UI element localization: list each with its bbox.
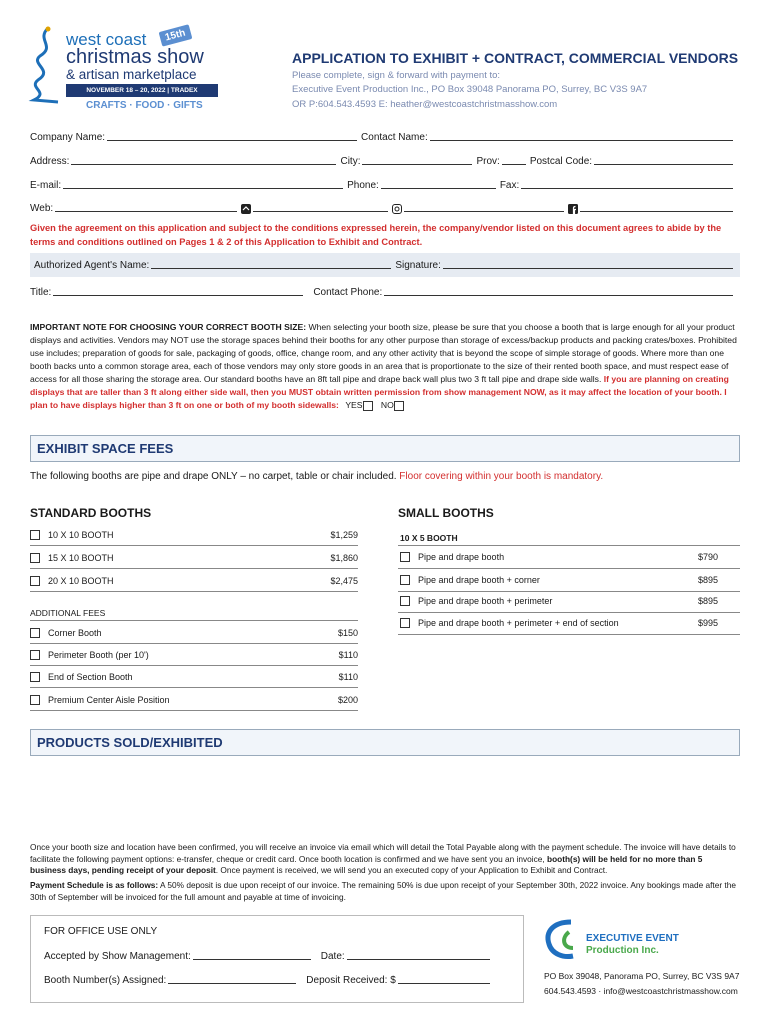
instagram-icon [392, 204, 402, 214]
additional-label: Perimeter Booth (per 10') [48, 650, 149, 660]
small-label: Pipe and drape booth + perimeter + end of section [418, 618, 619, 628]
office-row1 [44, 950, 494, 962]
standard-label: 20 X 10 BOOTH [48, 576, 114, 586]
additional-row [30, 672, 358, 682]
payment-p1b: booth(s) will be held for no more than 5 business days, pending receipt of your deposit [30, 853, 703, 875]
additional-checkbox[interactable] [30, 650, 40, 660]
divider [30, 687, 358, 688]
payment-info [30, 842, 740, 877]
small-price: $895 [697, 596, 718, 606]
contact-label: Contact Name: [361, 132, 428, 143]
contact-phone-label: Contact Phone: [313, 287, 383, 298]
executive-event-logo-icon [543, 918, 583, 964]
additional-price: $110 [338, 650, 358, 660]
christmas-tree-icon [28, 26, 64, 108]
row-address [30, 155, 737, 167]
company-address: PO Box 39048, Panorama PO, Surrey, BC V3S 9A7 [544, 971, 740, 981]
city-field[interactable] [362, 155, 472, 165]
fees-section-bar [30, 435, 740, 462]
row-company [30, 131, 737, 143]
standard-row [30, 553, 358, 563]
address-field[interactable] [71, 155, 336, 165]
company-label: Company Name: [30, 132, 106, 143]
header-line3: OR P:604.543.4593 E: heather@westcoastchristmasshow.com [292, 99, 558, 110]
date-label: Date: [320, 951, 345, 962]
yes-label: YES [345, 400, 363, 410]
logo-line1: west coast [66, 30, 147, 49]
company-field[interactable] [107, 131, 357, 141]
page-title: APPLICATION TO EXHIBIT + CONTRACT, COMMERCIAL VENDORS [292, 50, 739, 66]
booth-size-note [30, 321, 740, 412]
payment-p1c: . Once payment is received, we will send you an executed copy of your Application to Exhibit and Contract. [215, 865, 608, 875]
row-web [30, 202, 737, 214]
signature-label: Signature: [395, 260, 441, 271]
yes-checkbox[interactable] [363, 401, 373, 411]
facebook-field[interactable] [580, 202, 733, 212]
company-name2: Production Inc. [586, 945, 659, 956]
additional-label: End of Section Booth [48, 672, 133, 682]
date-field[interactable] [347, 950, 490, 960]
divider [398, 634, 740, 635]
web-field[interactable] [55, 202, 237, 212]
divider [30, 665, 358, 666]
contact-phone-field[interactable] [384, 286, 733, 296]
additional-row [30, 628, 358, 638]
postal-label: Postcal Code: [529, 156, 593, 167]
small-row [400, 596, 718, 606]
standard-price: $2,475 [330, 576, 358, 586]
additional-row [30, 695, 358, 705]
divider [30, 710, 358, 711]
logo-tagline: CRAFTS · FOOD · GIFTS [86, 100, 203, 111]
additional-price: $200 [337, 695, 358, 705]
small-row [400, 575, 718, 585]
standard-checkbox[interactable] [30, 530, 40, 540]
prov-field[interactable] [502, 155, 526, 165]
divider [30, 568, 358, 569]
agent-label: Authorized Agent's Name: [34, 260, 150, 271]
city-label: City: [340, 156, 361, 167]
office-title: FOR OFFICE USE ONLY [44, 926, 158, 937]
agreement-text: Given the agreement on this application and subject to the conditions expressed herein, the company/vendor listed on this document agrees to abide by the terms and conditions outlined on Pages 1 & 2 of this Application to Exhibit and Contract. [30, 223, 722, 247]
additional-price: $110 [338, 672, 358, 682]
payment-p1a: Once your booth size and location have been confirmed, you will receive an invoice via email which will detail the Total Payable along with the payment schedule. The invoice will have details to facilitate the following payment options: e-transfer, cheque or credit card. Once booth location is confirmed and we have sent you an invoice, [30, 842, 736, 864]
additional-title: ADDITIONAL FEES [30, 608, 106, 618]
postal-field[interactable] [594, 155, 733, 165]
no-label: NO [380, 400, 394, 410]
small-row [400, 618, 718, 628]
email-field[interactable] [63, 179, 343, 189]
standard-price: $1,259 [330, 530, 358, 540]
small-checkbox[interactable] [400, 618, 410, 628]
note-red: If you are planning on creating displays that are taller than 3 ft along either side wall, then you MUST obtain written permission from show management NOW, as it may affect the location of your booth. I plan to have displays higher than 3 ft on one or both of my booth sidewalls: [30, 374, 729, 410]
phone-field[interactable] [381, 179, 496, 189]
accepted-label: Accepted by Show Management: [44, 951, 191, 962]
small-label: Pipe and drape booth + perimeter [418, 596, 553, 606]
small-price: $790 [697, 552, 718, 562]
deposit-field[interactable] [398, 974, 490, 984]
instagram-field[interactable] [404, 202, 564, 212]
divider [30, 643, 358, 644]
standard-price: $1,860 [330, 553, 358, 563]
additional-label: Premium Center Aisle Position [48, 695, 170, 705]
divider [398, 568, 740, 569]
payment-p2b: A 50% deposit is due upon receipt of our invoice. The remaining 50% is due upon receipt of your September 30th, 2022 invoice. Any bookings made after the 30th of September will be invoiced for the full amount and payable at time of invoicing. [30, 880, 736, 902]
header-line2: Executive Event Production Inc., PO Box 39048 Panorama PO, Surrey, BC V3S 9A7 [292, 84, 648, 95]
divider [398, 591, 740, 592]
additional-row [30, 650, 358, 660]
note-body: When selecting your booth size, please be sure that you choose a booth that is large enough for all your product displays and activities. Vendors may NOT use the storage spaces behind their booths for any other purpose than storage of excess/backup products and packing crates/boxes. Prohibited use includes; preparation of goods for sale, packaging of goods, office, change room, and any other activity that is beyond the scope of simple storage of goods. Where more than one booth backs unto a common storage area, each of those vendors may only store goods in an area that is proportionate to the size of their rented booth space, and must respect ease of access for all those sharing the storage area. Our standard booths have an 8ft tall pipe and drape back wall plus two 3 ft tall pipe and drape side walls. [30, 322, 737, 384]
additional-checkbox[interactable] [30, 672, 40, 682]
fax-field[interactable] [521, 179, 733, 189]
twitter-icon [241, 204, 251, 214]
logo-dates: NOVEMBER 18 – 20, 2022 | TRADEX [66, 84, 218, 97]
fees-intro-text: The following booths are pipe and drape ONLY – no carpet, table or chair included. [30, 471, 397, 482]
company-name1: EXECUTIVE EVENT [586, 933, 679, 944]
small-label: Pipe and drape booth [418, 552, 505, 562]
divider [30, 620, 358, 621]
small-checkbox[interactable] [400, 596, 410, 606]
additional-label: Corner Booth [48, 628, 102, 638]
title-field[interactable] [53, 286, 303, 296]
contact-field[interactable] [430, 131, 733, 141]
row-agent [30, 259, 737, 271]
fees-intro [30, 471, 603, 482]
additional-checkbox[interactable] [30, 628, 40, 638]
standard-checkbox[interactable] [30, 553, 40, 563]
signature-field[interactable] [443, 259, 733, 269]
additional-price: $150 [337, 628, 358, 638]
phone-label: Phone: [347, 180, 379, 191]
divider [30, 591, 358, 592]
prov-label: Prov: [476, 156, 500, 167]
agent-field[interactable] [151, 259, 391, 269]
products-area[interactable] [30, 760, 740, 838]
deposit-label: Deposit Received: $ [306, 975, 396, 986]
standard-label: 15 X 10 BOOTH [48, 553, 114, 563]
products-section-title: PRODUCTS SOLD/EXHIBITED [37, 735, 223, 750]
show-logo [28, 22, 228, 117]
products-section-bar [30, 729, 740, 756]
header-line1: Please complete, sign & forward with payment to: [292, 70, 501, 81]
small-checkbox[interactable] [400, 575, 410, 585]
web-label: Web: [30, 203, 54, 214]
booth-num-field[interactable] [168, 974, 296, 984]
standard-row [30, 530, 358, 540]
standard-checkbox[interactable] [30, 576, 40, 586]
standard-row [30, 576, 358, 586]
address-label: Address: [30, 156, 70, 167]
row-email [30, 179, 737, 191]
email-label: E-mail: [30, 180, 62, 191]
title-label: Title: [30, 287, 52, 298]
logo-badge: 15th [159, 24, 192, 46]
note-heading: IMPORTANT NOTE FOR CHOOSING YOUR CORRECT BOOTH SIZE: [30, 322, 307, 332]
payment-p2a: Payment Schedule is as follows: [30, 880, 159, 890]
booth-num-label: Booth Number(s) Assigned: [44, 975, 167, 986]
row-title [30, 286, 737, 298]
fax-label: Fax: [499, 180, 520, 191]
standard-label: 10 X 10 BOOTH [48, 530, 114, 540]
company-contact: 604.543.4593 · info@westcoastchristmasshow.com [544, 986, 738, 996]
small-checkbox[interactable] [400, 552, 410, 562]
facebook-icon [568, 204, 578, 214]
small-price: $995 [697, 618, 718, 628]
small-title: SMALL BOOTHS [398, 506, 494, 520]
accepted-field[interactable] [193, 950, 311, 960]
additional-checkbox[interactable] [30, 695, 40, 705]
divider [398, 612, 740, 613]
logo-line2: christmas show [66, 46, 204, 68]
small-row [400, 552, 718, 562]
small-subtitle: 10 X 5 BOOTH [400, 533, 458, 543]
fees-section-title: EXHIBIT SPACE FEES [37, 441, 174, 456]
standard-title: STANDARD BOOTHS [30, 506, 152, 520]
small-price: $895 [697, 575, 718, 585]
small-label: Pipe and drape booth + corner [418, 575, 540, 585]
twitter-field[interactable] [253, 202, 388, 212]
office-row2 [44, 974, 494, 986]
fees-intro-red: Floor covering within your booth is mandatory. [396, 471, 604, 482]
logo-line3: & artisan marketplace [66, 67, 197, 82]
divider [398, 545, 740, 546]
divider [30, 545, 358, 546]
payment-schedule [30, 880, 740, 903]
no-checkbox[interactable] [394, 401, 404, 411]
